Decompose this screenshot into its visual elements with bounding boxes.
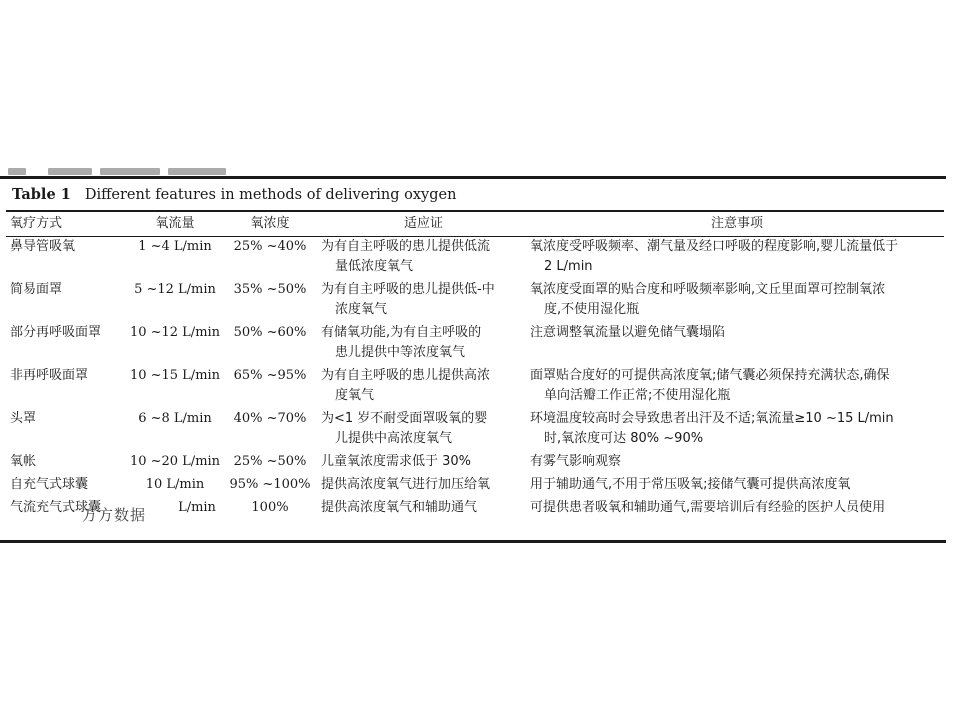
table-row [10, 365, 944, 408]
cell-notes [526, 497, 944, 520]
indication-line: 度氧气 [335, 388, 375, 403]
watermark-text: 万方数据 [82, 506, 147, 524]
indication-line: 为有自主呼吸的患儿提供高浓 [321, 368, 491, 383]
cell-notes [526, 451, 944, 474]
cell-concentration: 100% [251, 500, 289, 515]
table-row [10, 279, 944, 322]
indication-line: 儿提供中高浓度氧气 [335, 431, 453, 446]
notes-line: 注意调整氧流量以避免储气囊塌陷 [530, 325, 726, 340]
table-caption-text: Different features in methods of delivering oxygen [84, 187, 457, 203]
oxygen-methods-table [10, 212, 944, 520]
cell-notes [526, 408, 944, 451]
cell-flow: 10 ~12 L/min [129, 325, 221, 340]
table-top-rule [0, 176, 946, 179]
cell-method: 部分再呼吸面罩 [10, 325, 102, 340]
notes-line: 氧浓度受面罩的贴合度和呼吸频率影响,文丘里面罩可控制氧浓 [530, 282, 886, 297]
cell-method: 氧帐 [10, 454, 37, 469]
cell-concentration: 50% ~60% [233, 325, 307, 340]
table-row [10, 236, 944, 279]
header-flow: 氧流量 [155, 216, 195, 231]
header-concentration: 氧浓度 [250, 216, 290, 231]
indication-line: 有储氧功能,为有自主呼吸的 [321, 325, 482, 340]
cell-concentration: 35% ~50% [233, 282, 307, 297]
cell-method: 非再呼吸面罩 [10, 368, 89, 383]
notes-line: 单向活瓣工作正常;不使用湿化瓶 [544, 388, 731, 403]
notes-line: 环境温度较高时会导致患者出汗及不适;氧流量≥10 ~15 L/min [530, 411, 894, 426]
cell-flow: 6 ~8 L/min [138, 411, 212, 426]
cell-concentration: 95% ~100% [229, 477, 311, 492]
table-row [10, 474, 944, 497]
indication-line: 儿童氧浓度需求低于 30% [321, 454, 472, 469]
notes-line: 氧浓度受呼吸频率、潮气量及经口呼吸的程度影响,婴儿流量低于 [530, 239, 899, 254]
cell-method: 头罩 [10, 411, 37, 426]
cell-notes [526, 322, 944, 365]
cell-notes [526, 474, 944, 497]
cell-method: 自充气式球囊 [10, 477, 89, 492]
table-bottom-rule [0, 540, 946, 543]
indication-line: 量低浓度氧气 [335, 259, 414, 274]
cell-indication [315, 322, 526, 365]
cell-indication [315, 236, 526, 279]
indication-line: 为<1 岁不耐受面罩吸氧的婴 [321, 411, 488, 426]
table-header-row [10, 212, 944, 236]
cell-concentration: 25% ~50% [233, 454, 307, 469]
notes-line: 2 L/min [544, 259, 593, 274]
cell-indication [315, 497, 526, 520]
cell-indication [315, 451, 526, 474]
notes-line: 可提供患者吸氧和辅助通气,需要培训后有经验的医护人员使用 [530, 500, 886, 515]
indication-line: 提供高浓度氧气和辅助通气 [321, 500, 478, 515]
notes-line: 面罩贴合度好的可提供高浓度氧;储气囊必须保持充满状态,确保 [530, 368, 890, 383]
header-method: 氧疗方式 [10, 216, 63, 231]
indication-line: 为有自主呼吸的患儿提供低流 [321, 239, 491, 254]
table-number: Table 1 [12, 186, 71, 203]
indication-line: 提供高浓度氧气进行加压给氧 [321, 477, 491, 492]
cell-flow: 1 ~4 L/min [138, 239, 212, 254]
cell-indication [315, 365, 526, 408]
cell-notes [526, 236, 944, 279]
cell-concentration: 65% ~95% [233, 368, 307, 383]
cell-method: 鼻导管吸氧 [10, 239, 76, 254]
notes-line: 时,氧浓度可达 80% ~90% [544, 431, 704, 446]
cropped-caption-above [8, 168, 238, 176]
notes-line: 有雾气影响观察 [530, 454, 622, 469]
cell-flow: 5 ~12 L/min [134, 282, 216, 297]
cell-method: 气流充气式球囊 [10, 500, 102, 515]
cell-notes [526, 279, 944, 322]
cell-indication [315, 408, 526, 451]
indication-line: 浓度氧气 [335, 302, 388, 317]
indication-line: 为有自主呼吸的患儿提供低-中 [321, 282, 495, 297]
table-row [10, 322, 944, 365]
cell-method: 简易面罩 [10, 282, 63, 297]
table-row [10, 451, 944, 474]
cell-flow: 10 L/min [145, 477, 205, 492]
cell-flow: 10 ~20 L/min [129, 454, 221, 469]
cell-flow: L/min [178, 500, 216, 515]
indication-line: 患儿提供中等浓度氧气 [335, 345, 466, 360]
cell-indication [315, 474, 526, 497]
table-row [10, 408, 944, 451]
table-caption [12, 186, 456, 203]
cell-indication [315, 279, 526, 322]
cell-flow: 10 ~15 L/min [129, 368, 221, 383]
header-notes: 注意事项 [710, 216, 763, 231]
cell-concentration: 25% ~40% [233, 239, 307, 254]
cell-concentration: 40% ~70% [233, 411, 307, 426]
notes-line: 度,不使用湿化瓶 [544, 302, 640, 317]
table-row [10, 497, 944, 520]
cell-notes [526, 365, 944, 408]
header-indication: 适应证 [403, 216, 443, 231]
notes-line: 用于辅助通气,不用于常压吸氧;接储气囊可提供高浓度氧 [530, 477, 851, 492]
